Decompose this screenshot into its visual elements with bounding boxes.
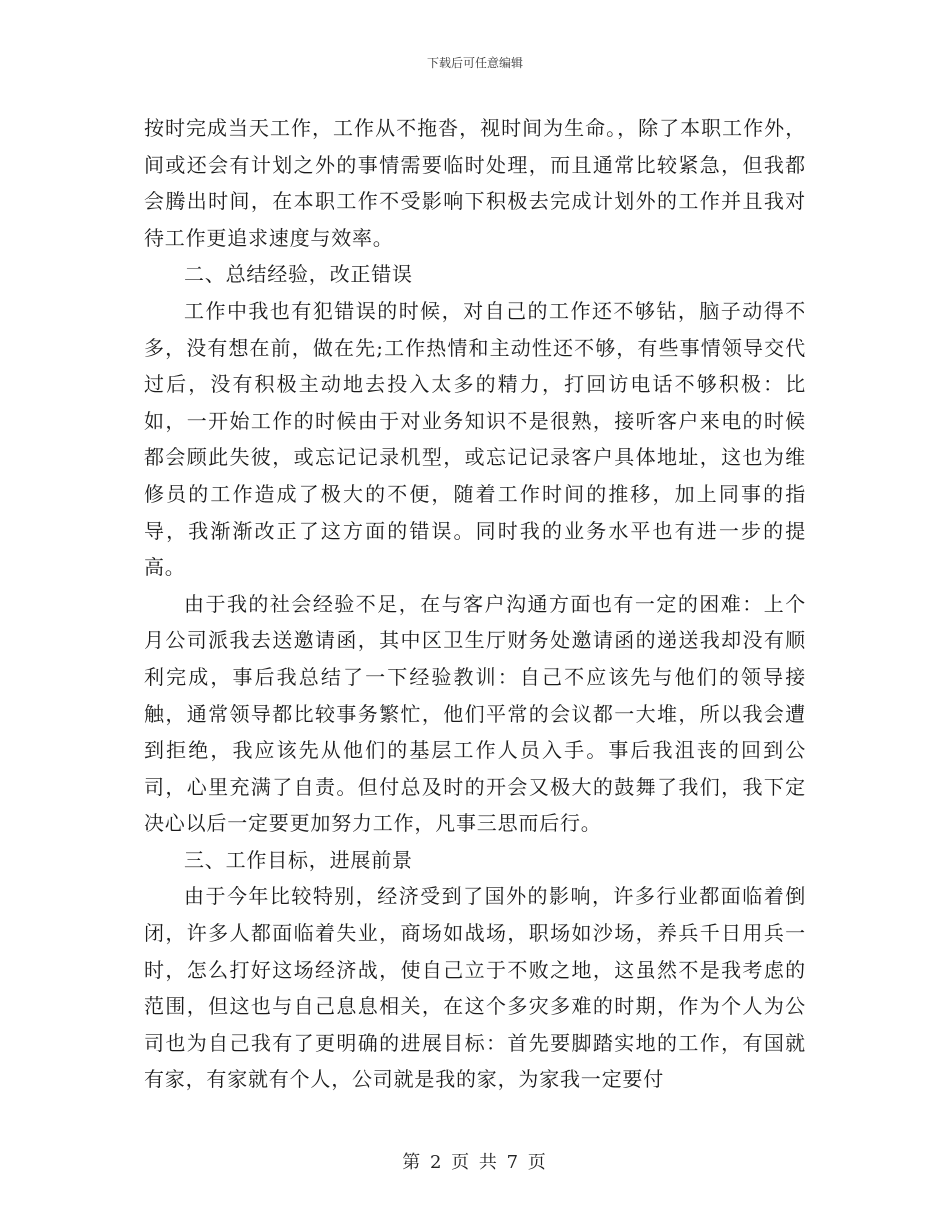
paragraph: 由于今年比较特别，经济受到了国外的影响，许多行业都面临着倒闭，许多人都面临着失业，商场如战场，职场如沙场，养兵千日用兵一时，怎么打好这场经济战，使自己立于不败之地，这虽然不是我考虑的范围，但这也与自己息息相关，在这个多灾多难的时期，作为个人为公司也为自己我有了更明确的进展目标：首先要脚踏实地的工作，有国就有家，有家就有个人，公司就是我的家，为家我一定要付 bbox=[144, 884, 806, 1092]
paragraph: 由于我的社会经验不足，在与客户沟通方面也有一定的困难：上个月公司派我去送邀请函，其中区卫生厅财务处邀请函的递送我却没有顺利完成，事后我总结了一下经验教训：自己不应该先与他们的领导接触，通常领导都比较事务繁忙，他们平常的会议都一大堆，所以我会遭到拒绝，我应该先从他们的基层工作人员入手。事后我沮丧的回到公司，心里充满了自责。但付总及时的开会又极大的鼓舞了我们，我下定决心以后一定要更加努力工作，凡事三思而后行。 bbox=[144, 591, 806, 836]
body-text bbox=[144, 110, 806, 1098]
page-number: 第 2 页 共 7 页 bbox=[402, 1152, 548, 1173]
section-heading-3: 三、工作目标，进展前景 bbox=[184, 847, 413, 872]
paragraph-continuation: 按时完成当天工作，工作从不拖沓，视时间为生命。，除了本职工作外，间或还会有计划之外的事情需要临时处理，而且通常比较紧急，但我都会腾出时间，在本职工作不受影响下积极去完成计划外的工作并且我对待工作更追求速度与效率。 bbox=[144, 116, 806, 250]
section-heading-2: 二、总结经验，改正错误 bbox=[184, 262, 413, 287]
header-note: 下载后可任意编辑 bbox=[426, 56, 523, 70]
paragraph: 工作中我也有犯错误的时候，对自己的工作还不够钻，脑子动得不多，没有想在前，做在先;工作热情和主动性还不够，有些事情领导交代过后，没有积极主动地去投入太多的精力，打回访电话不够积极：比如，一开始工作的时候由于对业务知识不是很熟，接听客户来电的时候都会顾此失彼，或忘记记录机型，或忘记记录客户具体地址，这也为维修员的工作造成了极大的不便，随着工作时间的推移，加上同事的指导，我渐渐改正了这方面的错误。同时我的业务水平也有进一步的提高。 bbox=[144, 298, 806, 580]
